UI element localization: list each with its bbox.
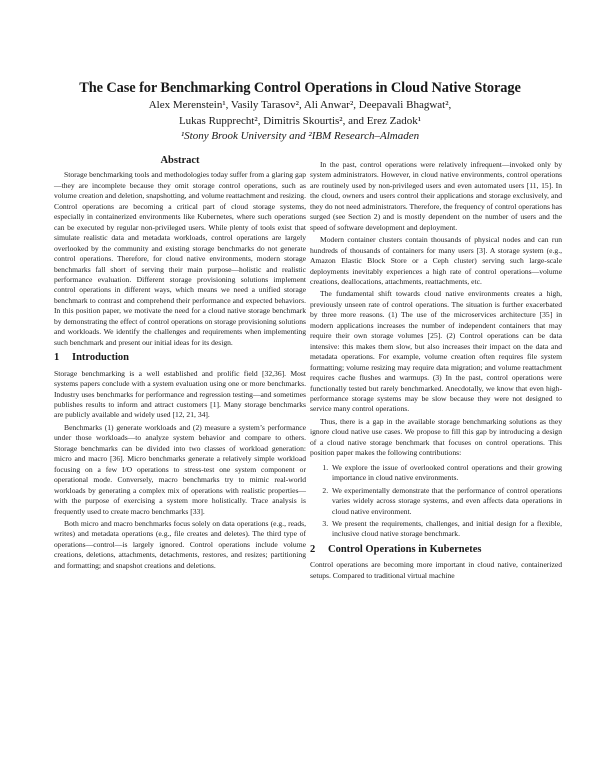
abstract-heading: Abstract bbox=[160, 155, 200, 166]
right-paragraph-1: In the past, control operations were relatively infrequent—invoked only by system administrators. However, in cloud native environments, control operations are routinely used by non-privileged users and even automated users [11, 15]. In the cloud, owners and users control their applications and storage exclusively, and they do not need administrators. Therefore, the frequency of control operations has surged (see Section 2) and is mostly dependent on the number of users and the speed of software development and deployment. bbox=[310, 160, 562, 232]
contribution-item-2: 2. We experimentally demonstrate that the performance of control operations varies widely across storage systems, and even affects data operations in cloud native environment. bbox=[330, 486, 562, 517]
left-column bbox=[54, 156, 306, 573]
paper-title: The Case for Benchmarking Control Operations in Cloud Native Storage bbox=[79, 80, 521, 96]
section-2-number: 2 bbox=[310, 543, 316, 555]
affiliations: ¹Stony Brook University and ²IBM Research–Almaden bbox=[180, 130, 420, 142]
section-2-heading bbox=[310, 545, 562, 555]
contributions-list bbox=[310, 463, 562, 540]
section-1-heading bbox=[54, 353, 306, 363]
section-2-title: Control Operations in Kubernetes bbox=[328, 543, 482, 555]
contribution-item-3: 3. We present the requirements, challenges, and initial design for a flexible, inclusive cloud native storage benchmark. bbox=[330, 519, 562, 540]
section-2-paragraph: Control operations are becoming more important in cloud native, containerized setups. Compared to traditional virtual machine bbox=[310, 560, 562, 580]
intro-paragraph-3: Both micro and macro benchmarks focus solely on data operations (e.g., reads, writes) and metadata operations (e.g., file creates and deletes). The third type of operations—control—is largely ignored. Control operations include volume creations, deletions, attachments, detachments, restores, and resizes; partitioning and formatting; and snapshot creations and deletions. bbox=[54, 518, 306, 570]
section-1-number: 1 bbox=[54, 352, 60, 364]
right-column bbox=[310, 160, 562, 583]
abstract-text: Storage benchmarking tools and methodologies today suffer from a glaring gap—they are incomplete because they omit storage control operations, such as volume creation and deletion, snapshotting, and volume reattachment and resizing. Control operations are becoming a critical part of cloud storage systems, especially in containerized environments like Kubernetes, where such operations can be executed by regular non-privileged users. While plenty of tools exist that simulate realistic data and metadata workloads, control operations are largely overlooked by the community and existing storage benchmarks do not generate control operations. Therefore, for cloud native environments, modern storage benchmarks fall short of serving their main purpose—holistic and realistic performance evaluation. Different storage provisioning solutions implement control operations in different ways, which means we need a unified storage benchmark to contrast and comprehend their performance and expected behaviors. In this position paper, we motivate the need for a cloud native storage benchmark by demonstrating the effect of control operations on storage provisioning solutions and workloads. We identify the challenges and requirements when implementing such benchmark and present our initial ideas for its design. bbox=[54, 170, 306, 347]
intro-paragraph-2: Benchmarks (1) generate workloads and (2) measure a system’s performance under those workloads—to analyze system behavior and compare to others. Storage benchmarks can be divided into two classes of workload generation: micro and macro [36]. Micro benchmarks generate a relatively simple workload focusing on a few I/O operations to stress-test one system component or operational mode. Conversely, macro benchmarks try to mimic real-world workloads by generating a complex mix of operations with realistic properties—with the purpose of exercising a system more holistically. Trace analysis is frequently used to create macro benchmarks [33]. bbox=[54, 422, 306, 516]
authors-line-2: Lukas Rupprecht², Dimitris Skourtis², and Erez Zadok¹ bbox=[178, 114, 422, 127]
section-1-title: Introduction bbox=[72, 352, 129, 364]
authors-line-1: Alex Merenstein¹, Vasily Tarasov², Ali Anwar², Deepavali Bhagwat², bbox=[148, 99, 452, 111]
contribution-item-1: 1. We explore the issue of overlooked control operations and their growing importance in cloud native environments. bbox=[330, 463, 562, 484]
intro-paragraph-1: Storage benchmarking is a well established and prolific field [32,36]. Most systems papers conclude with a system evaluation using one or more benchmarks. Industry uses benchmarks for performance and regression testing—and sometimes publishes results to inform and attract customers [1]. Many storage benchmarks are publicly available and widely used [12, 21, 34]. bbox=[54, 368, 306, 420]
right-paragraph-4: Thus, there is a gap in the available storage benchmarking solutions as they ignore cloud native use cases. We propose to fill this gap by introducing a design of a cloud native storage benchmark that focuses on control operations. This position paper makes the following contributions: bbox=[310, 416, 562, 458]
author-block bbox=[0, 98, 600, 145]
right-paragraph-2: Modern container clusters contain thousands of physical nodes and can run hundreds of thousands of containers for many users [3]. A storage system (e.g., Amazon Elastic Block Store or a Ceph cluster) serving such large-scale deployments inevitably experiences a high rate of control operations—volume creations, deallocations, attachments, reattachments, etc. bbox=[310, 235, 562, 286]
right-paragraph-3: The fundamental shift towards cloud native environments creates a high, previously unseen rate of control operations. The situation is further exacerbated by three more reasons. (1) The use of the microservices architecture [35] in modern applications increases the number of independent containers that may require their own storage volumes [25]. (2) Control operations can be data intensive: this makes them slow, but also increases their impact on the data and metadata operations. For example, volume creation often requires file system formatting; volume resizing may require data migration; and volume reattachment requires cache flushes and warmups. (3) In the past, control operations were functionally tested but rarely benchmarked. Anecdotally, we know that even high-performance storage systems may be slow because they were not designed to service many control operations. bbox=[310, 289, 562, 414]
